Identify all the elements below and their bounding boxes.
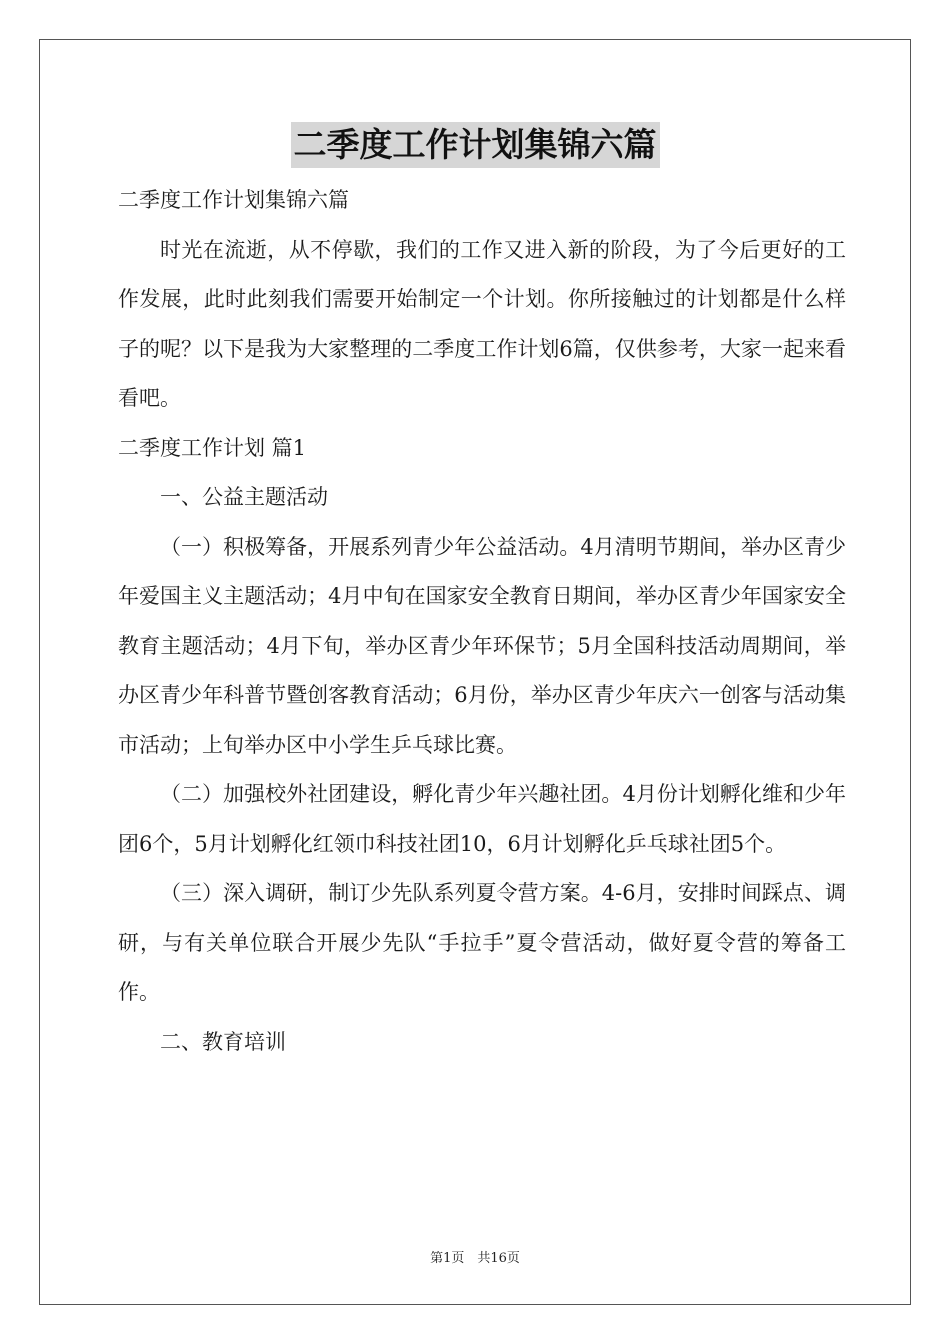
item-three-paragraph: （三）深入调研，制订少先队系列夏令营方案。4-6月，安排时间踩点、调研，与有关单位联合开展少先队“手拉手”夏令营活动，做好夏令营的筹备工作。 xyxy=(118,881,846,1004)
document-subtitle: 二季度工作计划集锦六篇 xyxy=(118,188,349,212)
heading-education-training: 二、教育培训 xyxy=(160,1029,286,1054)
heading-public-welfare: 一、公益主题活动 xyxy=(160,485,328,509)
section-title: 二季度工作计划 篇1 xyxy=(118,435,307,460)
item-one-paragraph: （一）积极筹备，开展系列青少年公益活动。4月清明节期间，举办区青少年爱国主义主题活动；4月中旬在国家安全教育日期间，举办区青少年国家安全教育主题活动；4月下旬，举办区青少年环保节；5月全国科技活动周期间，举办区青少年科普节暨创客教育活动；6月份，举办区青少年庆六一创客与活动集市活动；上旬举办区中小学生乒乓球比赛。 xyxy=(118,534,846,757)
document-body xyxy=(118,176,846,1067)
intro-paragraph: 时光在流逝，从不停歇，我们的工作又进入新的阶段，为了今后更好的工作发展，此时此刻我们需要开始制定一个计划。你所接触过的计划都是什么样子的呢？以下是我为大家整理的二季度工作计划6篇，仅供参考，大家一起来看看吧。 xyxy=(118,237,846,410)
title-wrap xyxy=(0,122,950,168)
item-two-paragraph: （二）加强校外社团建设，孵化青少年兴趣社团。4月份计划孵化维和少年团6个，5月计划孵化红领巾科技社团10，6月计划孵化乒乓球社团5个。 xyxy=(118,782,846,856)
document-title: 二季度工作计划集锦六篇 xyxy=(291,122,660,168)
page-footer: 第1页 共16页 xyxy=(430,1251,520,1266)
